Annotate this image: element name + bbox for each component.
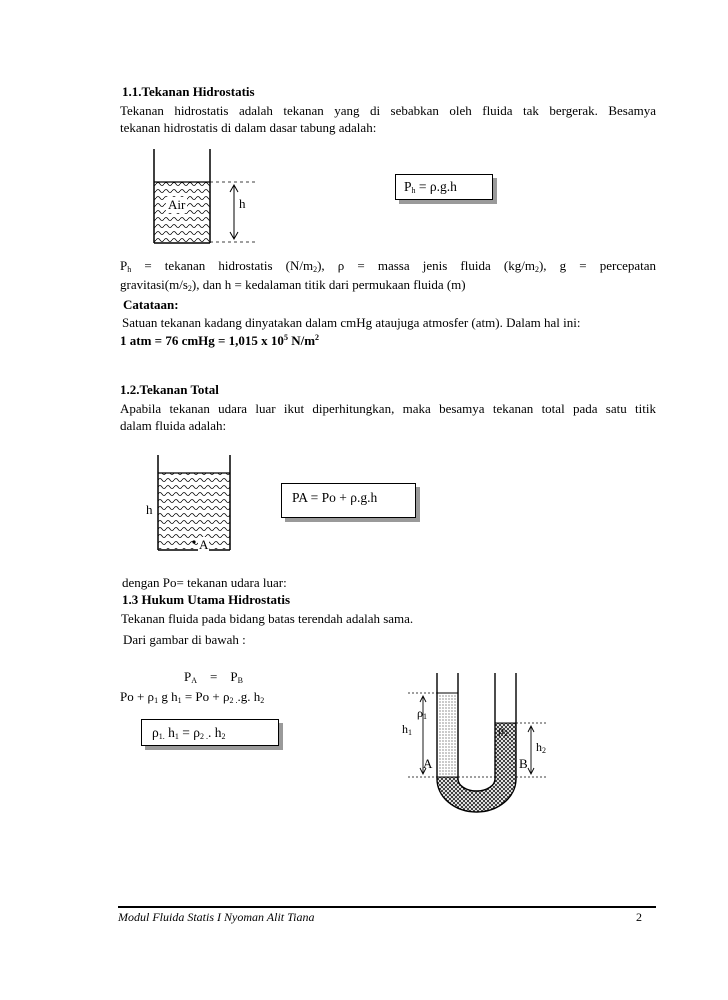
- rho1-label: $\rho_1$: [417, 706, 427, 721]
- footer-title: Modul Fluida Statis I Nyoman Alit Tiana: [118, 910, 315, 924]
- formula-box: [281, 483, 416, 518]
- paragraph-line: Tekanan fluida pada bidang batas terendah adalah sama.: [121, 611, 414, 626]
- formula-symbol: P: [404, 179, 412, 194]
- note-text: Satuan tekanan kadang dinyatakan dalam cmHg ataujuga atmosfer (atm). Dalam hal ini:: [122, 315, 581, 330]
- heading-hukum-utama: 1.3 Hukum Utama Hidrostatis: [122, 592, 291, 607]
- heading-tekanan-total: 1.2.Tekanan Total: [120, 382, 219, 397]
- h2-label: $h_2$: [536, 740, 546, 755]
- footer-rule: [118, 906, 656, 908]
- point-a-label: A: [423, 756, 433, 771]
- note-title: Catataan:: [123, 297, 179, 312]
- definition-line: dengan Po= tekanan udara luar:: [122, 575, 287, 590]
- paragraph-line: tekanan hidrostatis di dalam dasar tabung adalah:: [120, 120, 377, 135]
- formula-box: [395, 174, 493, 200]
- fluid-label: Air: [168, 197, 186, 212]
- formula-expression: = ρ.g.h: [415, 179, 457, 194]
- depth-label: h: [146, 502, 153, 517]
- container-figure: [140, 145, 280, 255]
- depth-label: h: [239, 196, 246, 211]
- formula-subscript: h: [411, 186, 416, 195]
- paragraph-line: Tekanan hidrostatis adalah tekanan yang di sebabkan oleh fluida tak bergerak. Besamya: [120, 103, 656, 118]
- h1-label: $h_1$: [402, 722, 412, 737]
- paragraph-line: Apabila tekanan udara luar ikut diperhitungkan, maka besamya tekanan total pada satu titik: [120, 401, 656, 416]
- paragraph-line: dalam fluida adalah:: [120, 418, 227, 433]
- note-conversion: 1 atm = 76 cmHg = 1,015 x $10^5$ $N/m^2$: [120, 333, 320, 348]
- paragraph-line: Dari gambar di bawah :: [123, 632, 246, 647]
- point-label: A: [199, 537, 209, 552]
- page-number: 2: [636, 910, 642, 924]
- definition-line: $P_h$ = tekanan hidrostatis $(N/m_2)$, ρ = massa jenis fluida $(kg/m_2)$, g = percepatan: [120, 258, 657, 274]
- heading-tekanan-hidrostatis: 1.1.Tekanan Hidrostatis: [122, 84, 255, 99]
- formula-box: $\rho_{1.}$ $h_1 = \rho_{2 .}$. $h_2$: [141, 719, 279, 746]
- definition-line: $gravitasi(m/s_2)$, dan h = kedalaman titik dari permukaan fluida (m): [120, 277, 466, 293]
- rho2-label: $\rho_2$: [498, 723, 508, 738]
- formula-expression: PA = Po + ρ.g.h: [292, 490, 378, 505]
- equation-pressure-equal: $P_A$ = $P_B$: [184, 669, 243, 685]
- equation-expanded: $Po + \rho_1$ g $h_1 = Po + \rho_{2 .}.g$. $h_2$: [120, 689, 265, 705]
- point-b-label: B: [519, 756, 528, 771]
